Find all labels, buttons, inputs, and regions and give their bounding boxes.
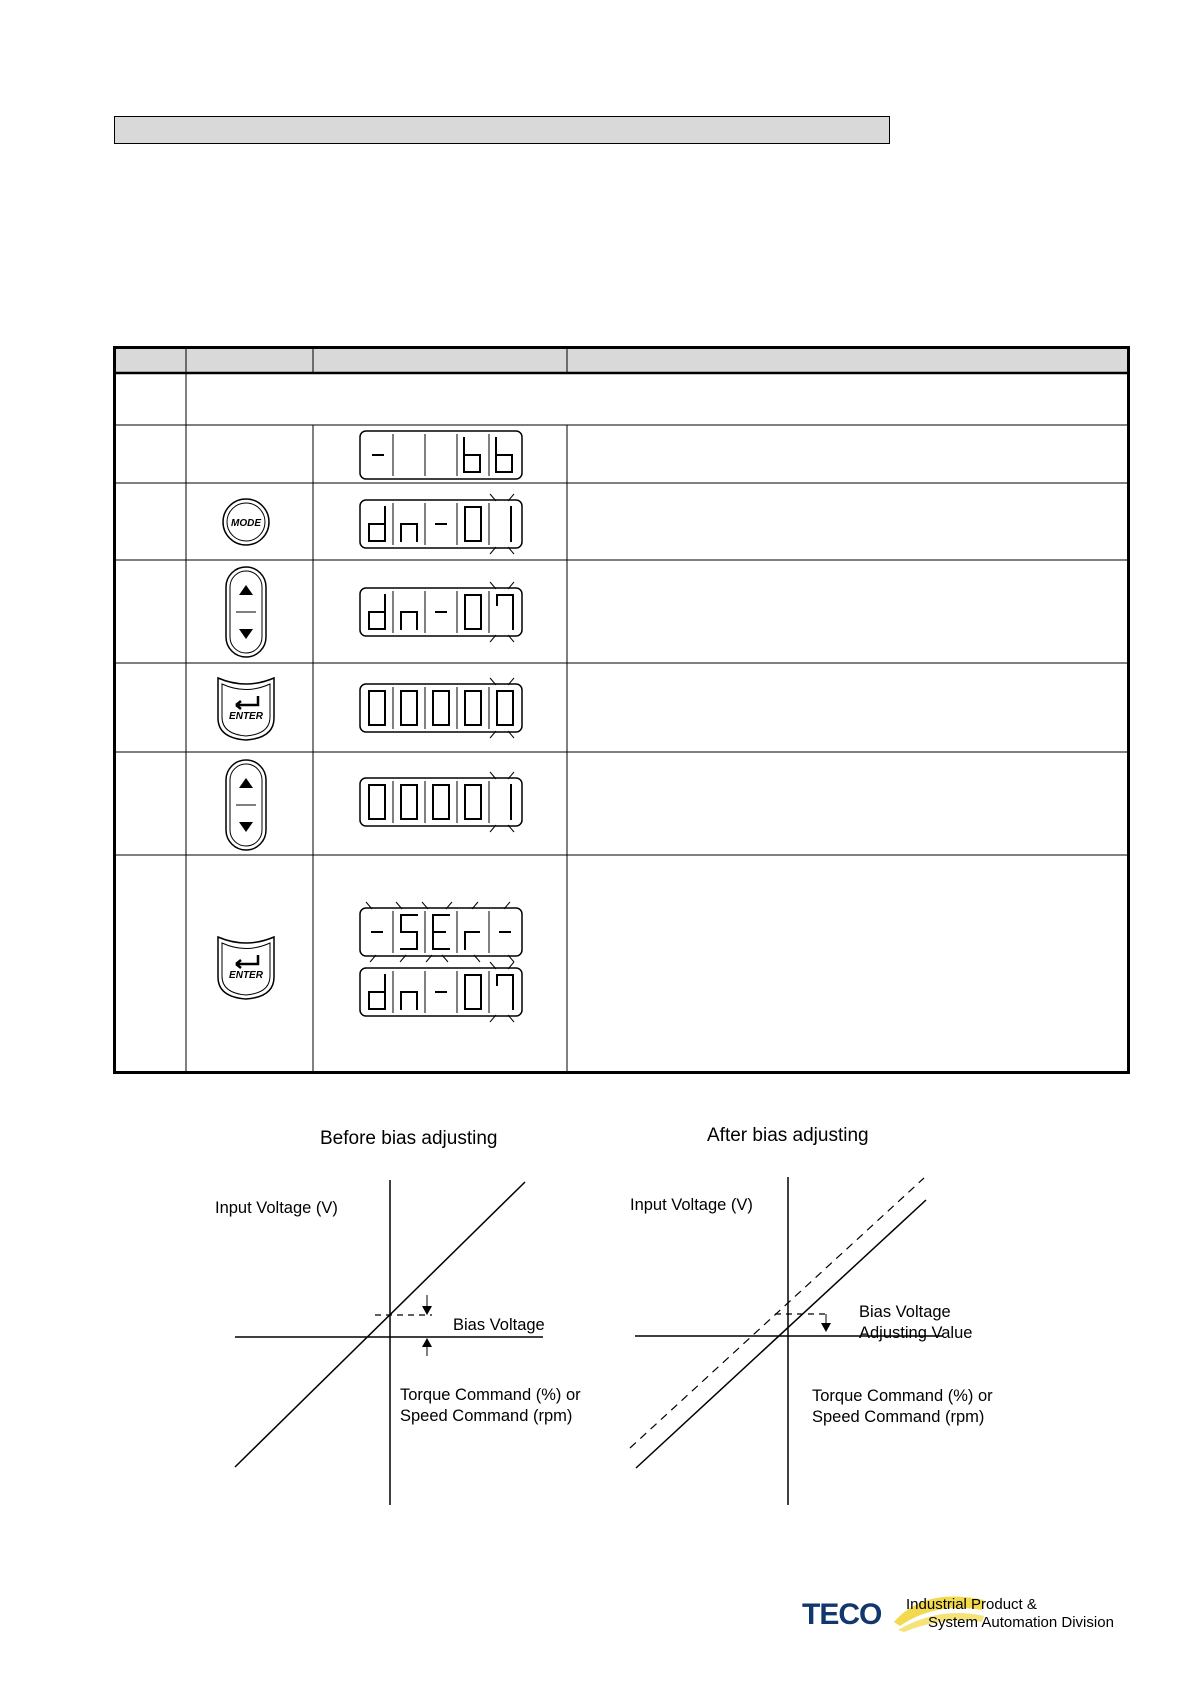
led-display-row4 [360, 678, 522, 738]
after-graph-title: After bias adjusting [707, 1125, 869, 1146]
enter-button-icon [218, 678, 274, 740]
led-display-row6-a [360, 902, 522, 962]
division-line-1: Industrial Product & [906, 1596, 1037, 1613]
led-display-row3 [360, 582, 522, 642]
after-x-label-2: Speed Command (rpm) [812, 1408, 985, 1426]
enter-button-label: ENTER [229, 711, 263, 722]
up-down-button-icon [226, 760, 266, 850]
led-display-row6-b [360, 962, 522, 1022]
teco-footer-logo [802, 1590, 1142, 1640]
after-bias-annotation-1: Bias Voltage [859, 1303, 951, 1321]
enter-button-icon [218, 937, 274, 999]
led-display-row1 [360, 431, 522, 479]
mode-button-label: MODE [231, 518, 261, 529]
before-graph-canvas [220, 1120, 660, 1510]
after-bias-graph [620, 1120, 1060, 1510]
section-title-bar [114, 116, 890, 144]
before-bias-graph [215, 1120, 660, 1510]
before-bias-annotation: Bias Voltage [453, 1316, 545, 1334]
before-x-label-2: Speed Command (rpm) [400, 1407, 573, 1425]
before-x-label-1: Torque Command (%) or [400, 1386, 581, 1404]
up-down-button-icon [226, 567, 266, 657]
mode-button-icon [223, 499, 269, 545]
after-y-label: Input Voltage (V) [630, 1196, 753, 1214]
before-graph-title: Before bias adjusting [320, 1128, 498, 1149]
teco-logo-text: TECO [802, 1598, 882, 1631]
division-line-2: System Automation Division [928, 1614, 1114, 1631]
after-graph-canvas [620, 1120, 1060, 1510]
led-display-row5 [360, 772, 522, 832]
after-x-label-1: Torque Command (%) or [812, 1387, 993, 1405]
operation-steps-table [113, 346, 1130, 1074]
enter-button-label-2: ENTER [229, 970, 263, 981]
after-bias-annotation-2: Adjusting Value [859, 1324, 973, 1342]
led-display-row2 [360, 494, 522, 554]
table-header-row [116, 349, 1127, 373]
before-y-label: Input Voltage (V) [215, 1199, 338, 1217]
